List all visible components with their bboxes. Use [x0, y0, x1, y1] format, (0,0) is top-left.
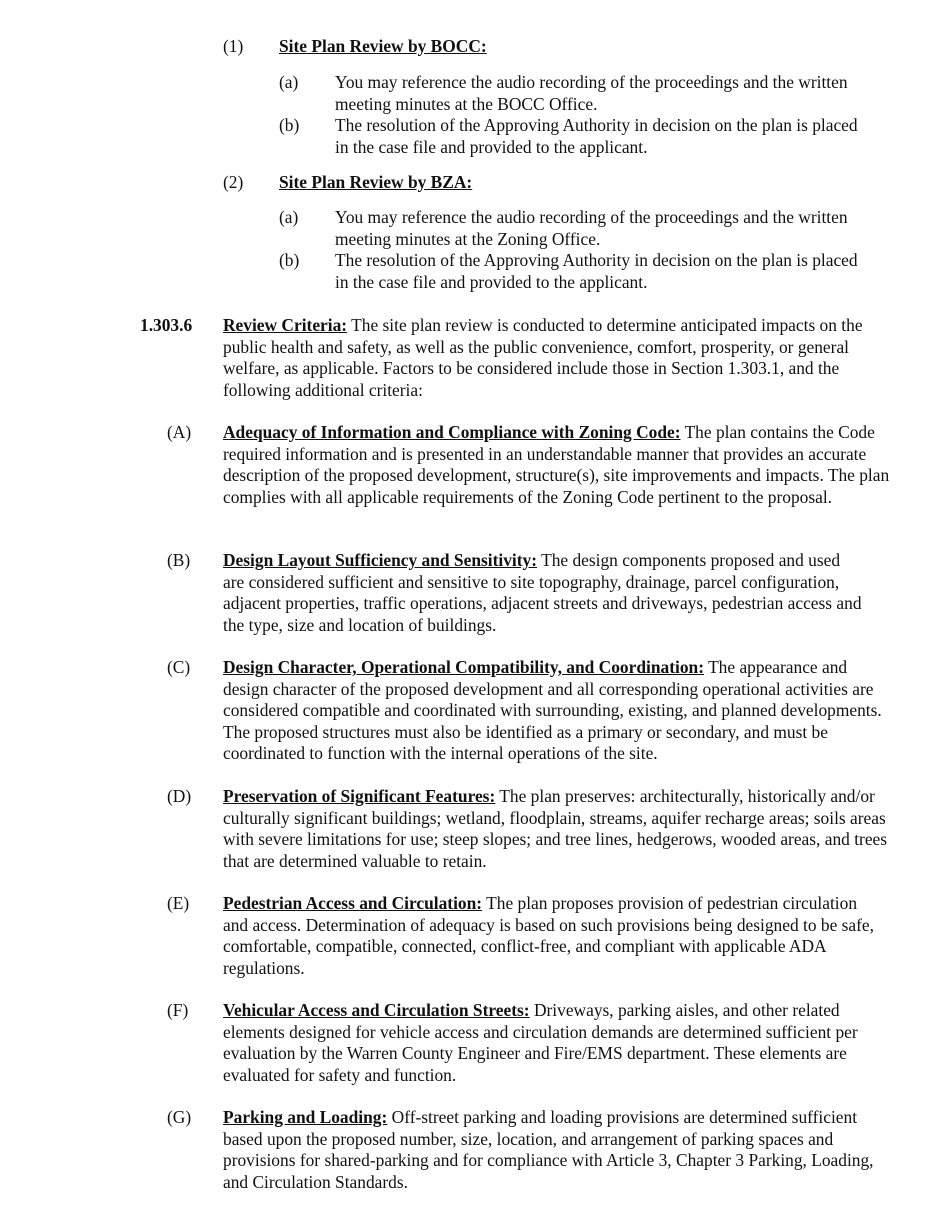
item-label: (b) [279, 250, 300, 270]
item-text: The resolution of the Approving Authority in decision on the plan is placed in the case file and provided to the applicant. [335, 250, 858, 292]
criterion-title: Design Character, Operational Compatibility, and Coordination: [223, 657, 705, 677]
criterion-title: Vehicular Access and Circulation Streets: [223, 1000, 530, 1020]
criterion-label: (A) [167, 422, 192, 442]
criterion-label: (D) [167, 786, 192, 806]
section-title: Review Criteria: [223, 315, 348, 335]
criterion-label: (F) [167, 1000, 189, 1020]
section-text: The site plan review is conducted to determine anticipated impacts on the public health and safety, as well as the public convenience, comfort, prosperity, or general welfare, as applicable. Factors to be considered include those in Section 1.303.1, and the following additional criteria: [223, 315, 863, 400]
subsection-title: Site Plan Review by BOCC: [279, 36, 487, 56]
criterion-body [223, 550, 863, 636]
criterion-body [223, 1000, 873, 1086]
criterion-text: The plan preserves: architecturally, historically and/or culturally significant buildings; wetland, floodplain, streams, aquifer recharge areas; soils areas with severe limitations for use; steep slopes; and tree lines, hedgerows, wooded areas, and trees that are determined valuable to retain. [223, 786, 888, 871]
subsection-label: (1) [223, 36, 244, 56]
item-text: You may reference the audio recording of the proceedings and the written meeting minutes at the BOCC Office. [335, 72, 848, 114]
criterion-text: The plan contains the Code required information and is presented in an understandable manner that provides an accurate description of the proposed development, structure(s), site improvements and impacts. The plan complies with all applicable requirements of the Zoning Code pertinent to the proposal. [223, 422, 890, 507]
item-label: (a) [279, 207, 299, 227]
criterion-label: (C) [167, 657, 191, 677]
criterion-title: Pedestrian Access and Circulation: [223, 893, 483, 913]
subsection-label: (2) [223, 172, 244, 192]
item-text: You may reference the audio recording of the proceedings and the written meeting minutes at the Zoning Office. [335, 207, 848, 249]
criterion-title: Preservation of Significant Features: [223, 786, 496, 806]
criterion-title: Design Layout Sufficiency and Sensitivity: [223, 550, 538, 570]
criterion-body [223, 893, 875, 979]
criterion-body [223, 422, 895, 508]
section-body [223, 315, 893, 401]
criterion-text: Driveways, parking aisles, and other related elements designed for vehicle access and circulation demands are determined sufficient per evaluation by the Warren County Engineer and Fire/EMS department. These elements are evaluated for safety and function. [223, 1000, 858, 1085]
criterion-text: The design components proposed and used are considered sufficient and sensitive to site topography, drainage, parcel configuration, adjacent properties, traffic operations, adjacent streets and driveways, pedestrian access and the type, size and location of buildings. [223, 550, 862, 635]
subsection-title: Site Plan Review by BZA: [279, 172, 473, 192]
criterion-body [223, 786, 888, 872]
criterion-body [223, 657, 895, 765]
criterion-title: Adequacy of Information and Compliance with Zoning Code: [223, 422, 681, 442]
criterion-body [223, 1107, 883, 1193]
criterion-label: (B) [167, 550, 191, 570]
criterion-text: The appearance and design character of the proposed development and all corresponding operational activities are considered compatible and coordinated with surrounding, existing, and planned developments. The proposed structures must also be identified as a primary or secondary, and must be coordinated to function with the internal operations of the site. [223, 657, 882, 763]
criterion-label: (G) [167, 1107, 192, 1127]
item-label: (b) [279, 115, 300, 135]
criterion-title: Parking and Loading: [223, 1107, 388, 1127]
item-text: The resolution of the Approving Authority in decision on the plan is placed in the case file and provided to the applicant. [335, 115, 858, 157]
criterion-text: The plan proposes provision of pedestrian circulation and access. Determination of adequacy is based on such provisions being designed to be safe, comfortable, compatible, connected, conflict-free, and compliant with applicable ADA regulations. [223, 893, 874, 978]
item-label: (a) [279, 72, 299, 92]
criterion-text: Off-street parking and loading provisions are determined sufficient based upon the proposed number, size, location, and arrangement of parking spaces and provisions for shared-parking and for compliance with Article 3, Chapter 3 Parking, Loading, and Circulation Standards. [223, 1107, 874, 1192]
section-number: 1.303.6 [140, 315, 193, 335]
criterion-label: (E) [167, 893, 190, 913]
